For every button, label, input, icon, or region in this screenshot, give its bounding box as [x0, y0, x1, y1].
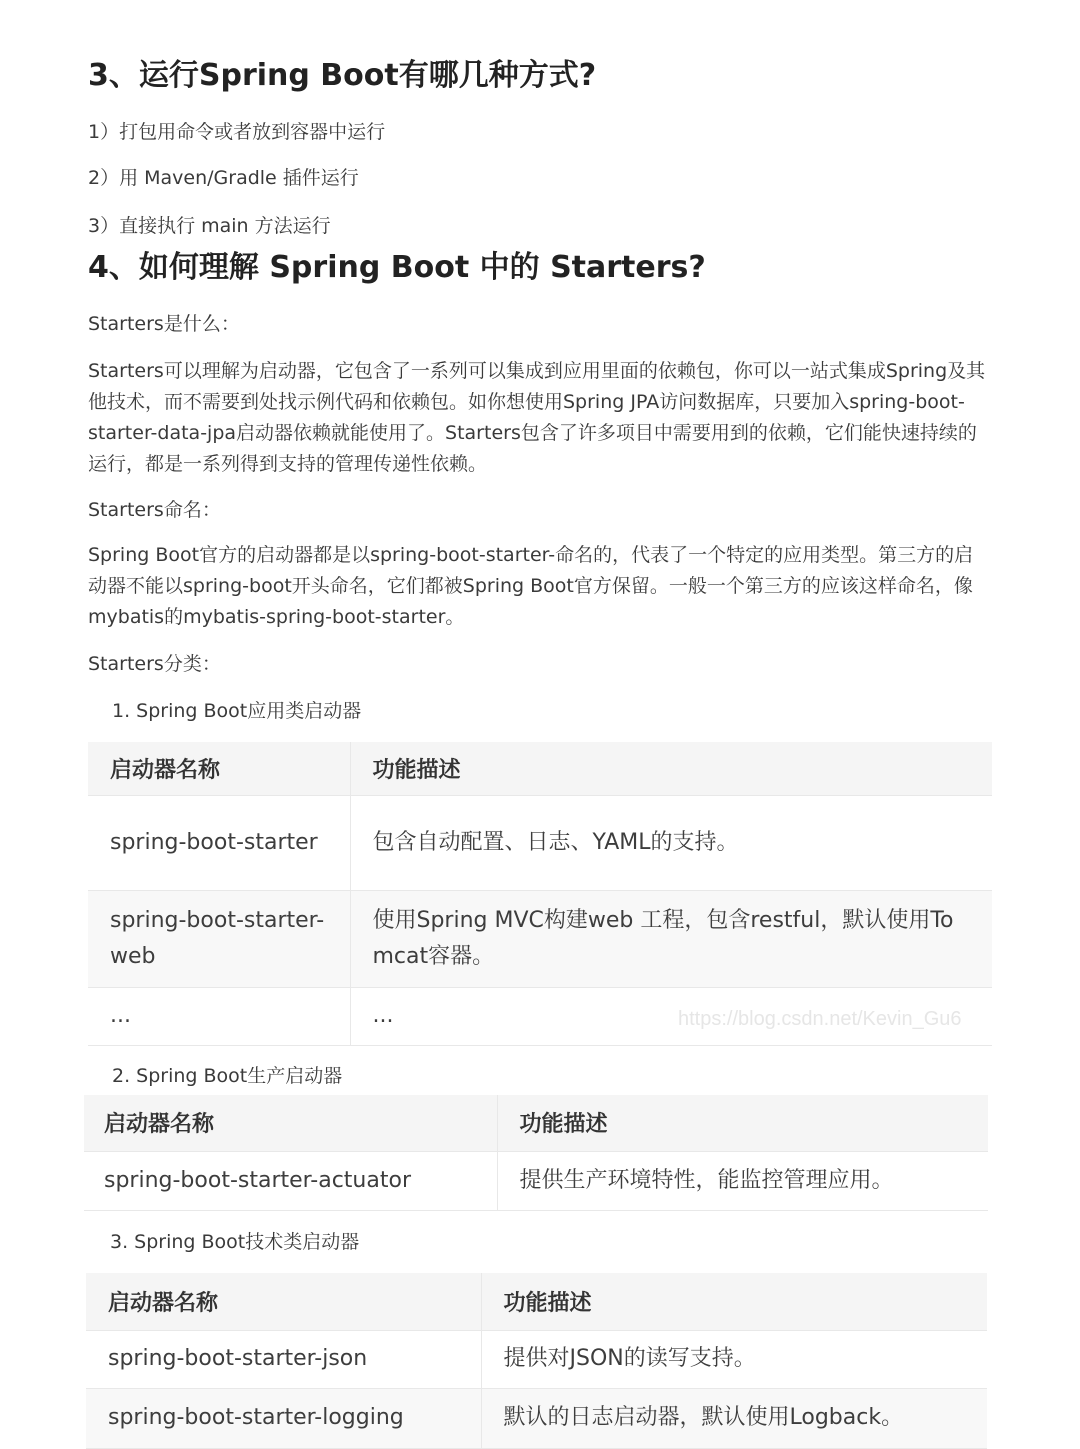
starter-name-cell: ... [110, 1003, 131, 1028]
starters-what-paragraph: Starters可以理解为启动器，它包含了一系列可以集成到应用里面的依赖包，你可以一站式集成Spring及其他技术，而不需要到处找示例代码和依赖包。如你想使用Spring JPA访问数据库，只要加入spring-boot-starter-data-jpa启动器依赖就能使用了。Starters包含了许多项目中需要用到的依赖，它们能快速持续的运行，都是一系列得到支持的管理传递性依赖。 [88, 360, 986, 475]
section-3-heading: 3、运行Spring Boot有哪几种方式? [88, 58, 597, 93]
column-header-description: 功能描述 [497, 1095, 988, 1151]
starters-what-label: Starters是什么： [88, 313, 240, 335]
starter-name-cell: spring-boot-starter [110, 829, 318, 855]
starter-name-cell: spring-boot-starter-web [88, 890, 350, 987]
starter-name-cell: spring-boot-starter-actuator [104, 1167, 411, 1193]
table-row [88, 795, 992, 890]
section-3-item-3: 3）直接执行 main 方法运行 [88, 215, 331, 237]
tech-starters-caption: 3. Spring Boot技术类启动器 [110, 1231, 360, 1253]
column-header-name: 启动器名称 [88, 742, 350, 795]
starter-description-cell: 默认的日志启动器，默认使用Logback。 [481, 1388, 987, 1448]
table-row [88, 890, 992, 987]
table-row [86, 1330, 987, 1388]
starter-description-cell: 包含自动配置、日志、YAML的支持。 [350, 795, 992, 890]
table-header-row [84, 1095, 988, 1151]
app-starters-caption: 1. Spring Boot应用类启动器 [112, 700, 362, 722]
column-header-description: 功能描述 [350, 742, 992, 795]
table-row [86, 1388, 987, 1448]
tech-starters-table [86, 1273, 987, 1449]
column-header-name: 启动器名称 [86, 1273, 481, 1330]
starters-naming-label: Starters命名： [88, 499, 221, 521]
section-3-item-1: 1）打包用命令或者放到容器中运行 [88, 121, 386, 143]
column-header-description: 功能描述 [481, 1273, 987, 1330]
starter-description-cell: ... [350, 987, 992, 1045]
section-4-heading: 4、如何理解 Spring Boot 中的 Starters? [88, 250, 706, 285]
table-row [84, 1151, 988, 1210]
prod-starters-caption: 2. Spring Boot生产启动器 [112, 1065, 343, 1087]
starters-category-label: Starters分类： [88, 653, 221, 675]
starters-naming-paragraph: Spring Boot官方的启动器都是以spring-boot-starter-命名的，代表了一个特定的应用类型。第三方的启动器不能以spring-boot开头命名，它们都被Spring Boot官方保留。一般一个第三方的应该这样命名，像mybatis的mybatis-spring-boot-starter。 [88, 544, 974, 628]
watermark-text: https://blog.csdn.net/Kevin_Gu6 [678, 1008, 962, 1030]
starter-description-cell: 提供对JSON的读写支持。 [481, 1330, 987, 1388]
prod-starters-table [84, 1095, 988, 1211]
starter-description-cell: 使用Spring MVC构建web 工程，包含restful，默认使用Tomcat容器。 [350, 890, 992, 987]
table-header-row [88, 742, 992, 795]
starter-description-cell: 提供生产环境特性，能监控管理应用。 [497, 1151, 988, 1210]
starter-name-cell: spring-boot-starter-logging [86, 1388, 481, 1448]
column-header-name: 启动器名称 [84, 1095, 497, 1151]
section-3-item-2: 2）用 Maven/Gradle 插件运行 [88, 167, 359, 189]
app-starters-table [88, 742, 992, 1046]
table-header-row [86, 1273, 987, 1330]
starter-name-cell: spring-boot-starter-json [108, 1346, 368, 1371]
